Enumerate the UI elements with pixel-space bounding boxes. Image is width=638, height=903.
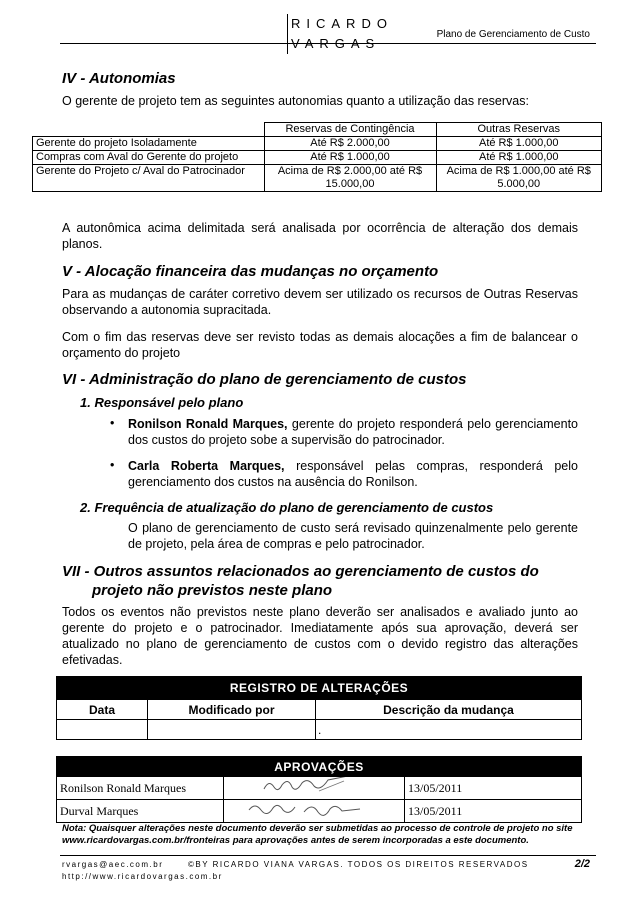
row-contingency: Até R$ 2.000,00: [264, 137, 436, 151]
page-number: 2/2: [574, 858, 590, 870]
approver-name: Ronilson Ronald Marques: [57, 777, 224, 800]
footer-copyright: ©BY RICARDO VIANA VARGAS. TODOS OS DIREITOS RESERVADOS: [188, 860, 529, 869]
change-log-table: [56, 676, 582, 740]
footer-divider: [60, 855, 596, 856]
signature-durval-image: [224, 800, 404, 818]
col-description: Descrição da mudança: [316, 700, 582, 720]
logo-line-2: VARGAS: [287, 34, 361, 54]
row-label: Compras com Aval do Gerente do projeto: [33, 151, 265, 165]
signature-ronilson-image: [224, 777, 404, 795]
footer-email: rvargas@aec.com.br: [62, 860, 164, 869]
ricardo-vargas-logo: [287, 14, 393, 54]
subsection-responsible: 1. Responsável pelo plano: [80, 395, 244, 410]
section-v-paragraph-1: Para as mudanças de caráter corretivo devem ser utilizado os recursos de Outras Reservas observando a autonomia supracitada.: [62, 287, 578, 317]
section-vii-heading-line-2: projeto não previstos neste plano: [92, 582, 333, 599]
row-date: [57, 720, 148, 740]
row-modified-by: [148, 720, 316, 740]
autonomy-table: [32, 122, 602, 192]
row-description: .: [316, 720, 582, 740]
bullet-ronilson: [128, 416, 578, 448]
footer-note: Nota: Quaisquer alterações neste documento deverão ser submetidas ao processo de controle de projeto no site www.ricardovargas.com.br/fronteiras para aprovações antes de serem incorporadas a este documento.: [62, 823, 573, 846]
autonomy-table-header: [33, 123, 602, 137]
bullet-ronilson-name: Ronilson Ronald Marques,: [128, 417, 288, 431]
bullet-carla: [128, 458, 578, 490]
signature-cell: [224, 777, 405, 800]
approvals-table: [56, 756, 582, 823]
header-other-reserves: Outras Reservas: [436, 123, 602, 137]
bullet-dot: •: [110, 416, 115, 430]
approver-name: Durval Marques: [57, 800, 224, 823]
row-other: Acima de R$ 1.000,00 até R$ 5.000,00: [436, 165, 602, 192]
empty-corner: [33, 123, 265, 137]
approval-date: 13/05/2011: [405, 777, 582, 800]
row-contingency: Até R$ 1.000,00: [264, 151, 436, 165]
table-row: [33, 151, 602, 165]
header-contingency: Reservas de Contingência: [264, 123, 436, 137]
header-divider: [60, 43, 596, 44]
approvals-title: APROVAÇÕES: [57, 757, 582, 777]
section-vii-text: Todos os eventos não previstos neste plano deverão ser analisados e avaliado junto ao gerente do projeto e o patrocinador. Imediatamente após sua aprovação, deverá ser atualizado no plano de gerenciamento de custos com o devido registro das alterações efetivadas.: [62, 605, 578, 667]
section-iv-heading: IV - Autonomias: [62, 70, 176, 87]
table-row: [33, 137, 602, 151]
row-other: Até R$ 1.000,00: [436, 151, 602, 165]
logo-line-1: RICARDO: [287, 14, 361, 34]
section-vi-heading: VI - Administração do plano de gerenciamento de custos: [62, 371, 467, 388]
col-date: Data: [57, 700, 148, 720]
bullet-carla-name: Carla Roberta Marques,: [128, 459, 285, 473]
section-vii-heading-line-1: VII - Outros assuntos relacionados ao gerenciamento de custos do: [62, 563, 539, 580]
subsection-frequency-text: O plano de gerenciamento de custo será revisado quinzenalmente pelo gerente de projeto, pela área de compras e pelo patrocinador.: [128, 521, 578, 551]
bullet-ronilson-text: gerente do projeto responderá pelo gerenciamento dos custos do projeto sobe a supervisão do patrocinador.: [128, 417, 579, 447]
document-title: Plano de Gerenciamento de Custo: [436, 29, 590, 40]
approval-date: 13/05/2011: [405, 800, 582, 823]
subsection-frequency: 2. Frequência de atualização do plano de gerenciamento de custos: [80, 500, 494, 515]
section-v-paragraph-2: Com o fim das reservas deve ser revisto todas as demais alocações a fim de balancear o orçamento do projeto: [62, 330, 578, 360]
row-other: Até R$ 1.000,00: [436, 137, 602, 151]
col-modified-by: Modificado por: [148, 700, 316, 720]
row-label: Gerente do projeto Isoladamente: [33, 137, 265, 151]
footer-site-link[interactable]: http://www.ricardovargas.com.br: [62, 872, 223, 881]
section-iv-intro: O gerente de projeto tem as seguintes autonomias quanto a utilização das reservas:: [62, 94, 529, 108]
bullet-dot: •: [110, 458, 115, 472]
section-v-heading: V - Alocação financeira das mudanças no orçamento: [62, 263, 439, 280]
section-iv-after-text: A autonômica acima delimitada será analisada por ocorrência de alteração dos demais planos.: [62, 221, 578, 251]
table-row: [33, 165, 602, 192]
row-contingency: Acima de R$ 2.000,00 até R$ 15.000,00: [264, 165, 436, 192]
row-label: Gerente do Projeto c/ Aval do Patrocinador: [33, 165, 265, 192]
bullet-carla-text: responsável pelas compras, responderá pelo gerenciamento dos custos na ausência do Ronilson.: [128, 459, 578, 489]
change-log-title: REGISTRO DE ALTERAÇÕES: [57, 677, 582, 700]
signature-cell: [224, 800, 405, 823]
